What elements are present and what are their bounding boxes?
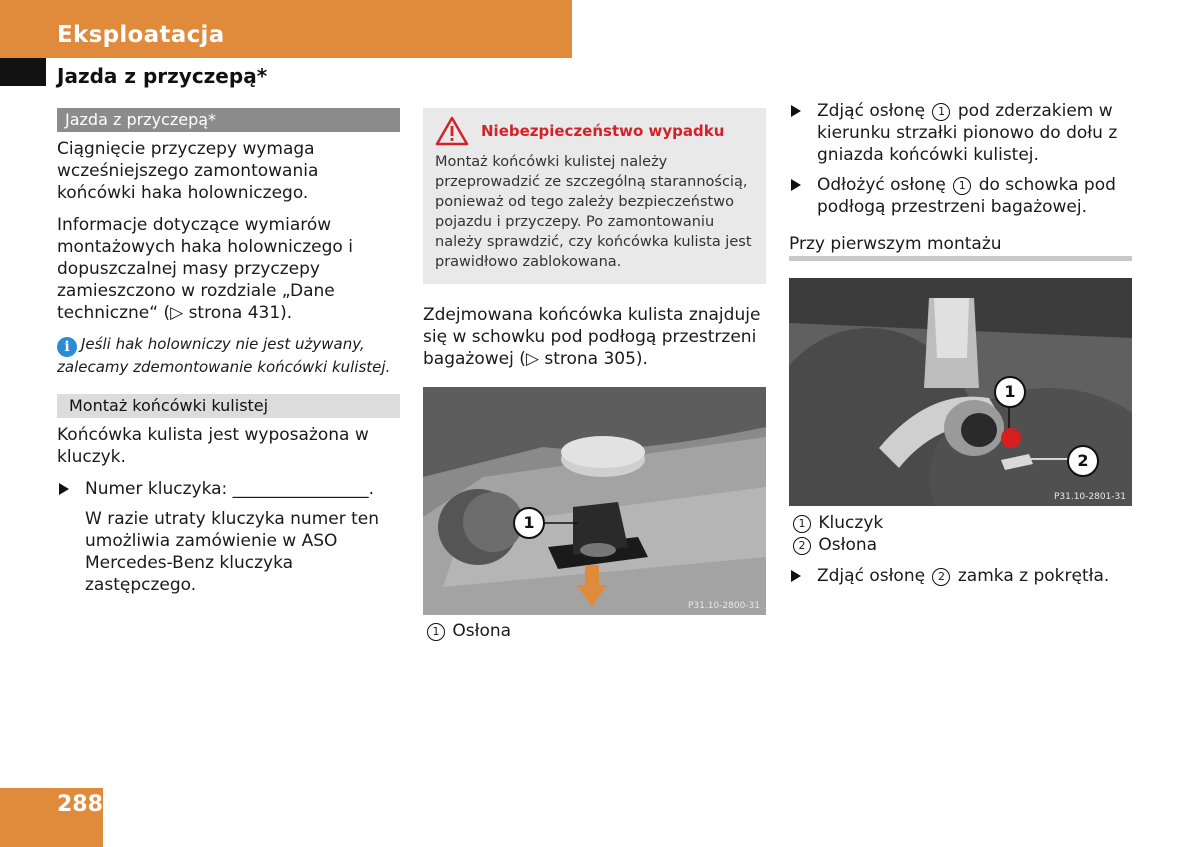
warning-title: Niebezpieczeństwo wypadku	[481, 122, 725, 140]
figure-ball-cover	[423, 387, 766, 615]
circled-number: 1	[953, 177, 971, 195]
figure-caption: 1 Osłona	[425, 620, 511, 642]
circled-number: 2	[932, 568, 950, 586]
subsection-heading-mounting: Montaż końcówki kulistej	[57, 394, 400, 418]
chapter-title: Eksploatacja	[57, 22, 225, 48]
info-icon: i	[57, 337, 77, 357]
warning-header	[435, 116, 724, 146]
circled-number: 1	[427, 623, 445, 641]
warning-triangle-icon	[435, 116, 469, 146]
figure-lock-key	[789, 278, 1132, 506]
info-note: i Jeśli hak holowniczy nie jest używany, zalecamy zdemontowanie końcówki kulistej.	[57, 335, 391, 376]
right-column-top	[789, 100, 1132, 226]
page-number-box	[0, 788, 103, 847]
paragraph: Informacje dotyczące wymiarów montażowych haka holowniczego i dopuszczalnej masy przyczepy zamieszczono w rozdziale „Dane techniczne“ (▷ strona 431).	[57, 215, 353, 323]
warning-box	[423, 108, 766, 284]
callout-2: 2	[1067, 445, 1099, 477]
figure-code: P31.10-2800-31	[687, 601, 760, 611]
circled-number: 1	[932, 103, 950, 121]
circled-number: 1	[793, 515, 811, 533]
subsection-heading-first-mount: Przy pierwszym montażu	[789, 234, 1132, 261]
middle-paragraph: Zdejmowana końcówka kulista znajduje się w schowku pod podłogą przestrzeni bagażowej (▷ strona 305).	[423, 305, 761, 369]
paragraph: Końcówka kulista jest wyposażona w kluczyk.	[57, 425, 369, 467]
bullet-icon	[59, 483, 69, 495]
callout-1: 1	[994, 376, 1026, 408]
warning-text: Montaż końcówki kulistej należy przeprowadzić ze szczególną starannością, ponieważ od tego zależy bezpieczeństwo pojazdu i przyczepy. Po zamontowaniu należy sprawdzić, czy końcówka kulista jest prawidłowo zablokowana.	[435, 154, 752, 270]
page-number: 288	[57, 792, 103, 817]
bullet-icon	[791, 105, 801, 117]
subsection-heading-towing: Jazda z przyczepą*	[57, 108, 400, 132]
list-item: Zdjąć osłonę 2 zamka z pokrętła.	[789, 565, 1132, 587]
left-column	[57, 108, 400, 606]
figure-illustration	[423, 387, 766, 615]
paragraph: W razie utraty kluczyka numer ten umożliwia zamówienie w ASO Mercedes-Benz kluczyka zastępczego.	[85, 509, 380, 595]
section-marker	[0, 58, 46, 86]
figure-code: P31.10-2801-31	[1053, 492, 1126, 502]
bullet-icon	[791, 179, 801, 191]
list-item: Odłożyć osłonę 1 do schowka pod podłogą przestrzeni bagażowej.	[789, 174, 1132, 218]
figure-caption: 1 Kluczyk 2 Osłona	[791, 512, 883, 556]
list-item: Numer kluczyka: ________________.	[57, 478, 400, 500]
section-title: Jazda z przyczepą*	[57, 64, 268, 88]
bullet-icon	[791, 570, 801, 582]
paragraph: Ciągnięcie przyczepy wymaga wcześniejszego zamontowania końcówki haka holowniczego.	[57, 139, 319, 203]
list-item: Zdjąć osłonę 1 pod zderzakiem w kierunku strzałki pionowo do dołu z gniazda końcówki kulistej.	[789, 100, 1132, 166]
circled-number: 2	[793, 537, 811, 555]
right-column-bottom	[789, 565, 1132, 595]
callout-1: 1	[513, 507, 545, 539]
